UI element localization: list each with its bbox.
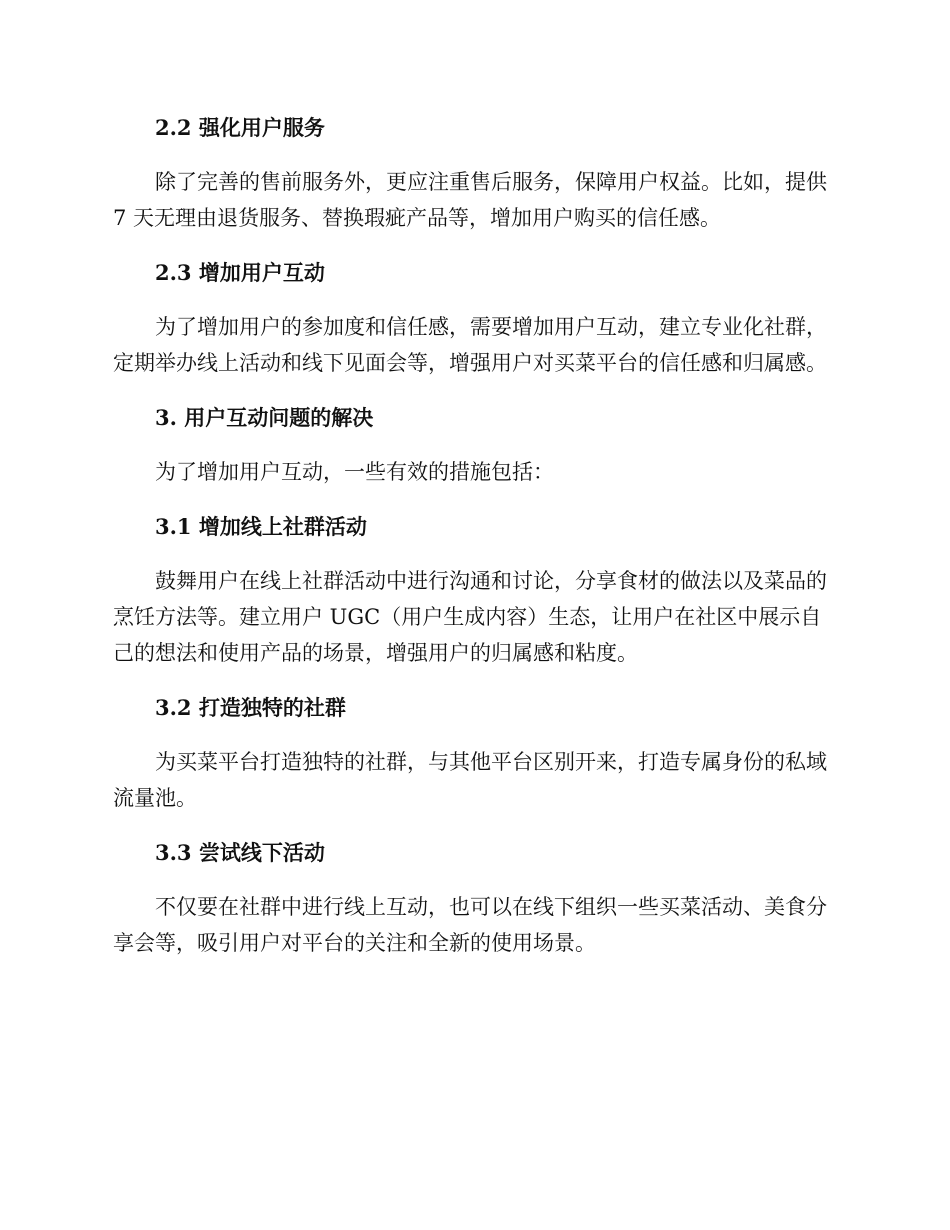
section-heading-3: 3. 用户互动问题的解决 (155, 405, 374, 430)
paragraph-3-1: 鼓舞用户在线上社群活动中进行沟通和讨论，分享食材的做法以及菜品的烹饪方法等。建立用户 UGC（用户生成内容）生态，让用户在社区中展示自己的想法和使用产品的场景，增强用户的归属感和粘度。 (113, 569, 827, 665)
paragraph-2-3: 为了增加用户的参加度和信任感，需要增加用户互动，建立专业化社群，定期举办线上活动和线下见面会等，增强用户对买菜平台的信任感和归属感。 (113, 315, 827, 375)
document-body (113, 110, 837, 961)
paragraph-3-3: 不仅要在社群中进行线上互动，也可以在线下组织一些买菜活动、美食分享会等，吸引用户对平台的关注和全新的使用场景。 (113, 895, 827, 955)
section-heading-2-3: 2.3 增加用户互动 (155, 260, 325, 285)
section-heading-2-2: 2.2 强化用户服务 (155, 115, 325, 140)
paragraph-2-2: 除了完善的售前服务外，更应注重售后服务，保障用户权益。比如，提供 7 天无理由退货服务、替换瑕疵产品等，增加用户购买的信任感。 (113, 170, 827, 230)
section-heading-3-3: 3.3 尝试线下活动 (155, 840, 325, 865)
paragraph-3: 为了增加用户互动，一些有效的措施包括： (155, 460, 554, 484)
section-heading-3-1: 3.1 增加线上社群活动 (155, 514, 367, 539)
paragraph-3-2: 为买菜平台打造独特的社群，与其他平台区别开来，打造专属身份的私域流量池。 (113, 750, 827, 810)
section-heading-3-2: 3.2 打造独特的社群 (155, 695, 346, 720)
